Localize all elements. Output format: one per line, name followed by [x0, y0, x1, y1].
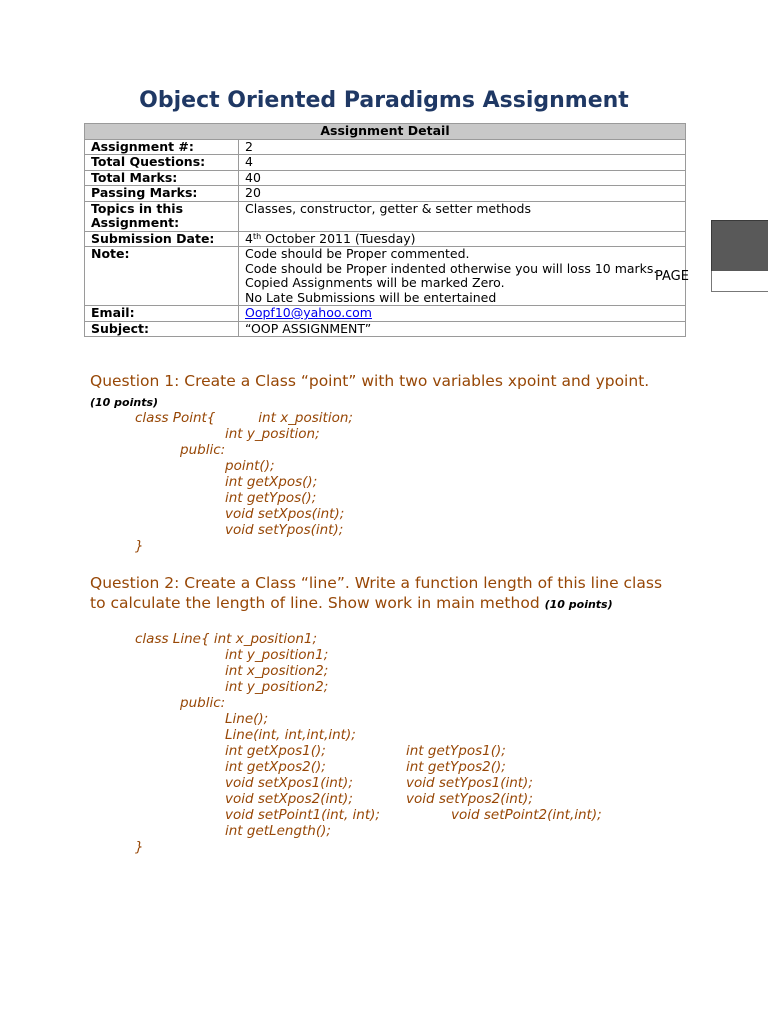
code-line: void setPoint1(int, int); — [225, 807, 380, 823]
code-line: int getYpos(); — [225, 490, 317, 506]
code-line: void setXpos(int); — [225, 506, 345, 522]
assignment-detail-table — [84, 123, 686, 337]
code-line: } — [135, 839, 144, 855]
table-row — [85, 186, 686, 202]
email-link[interactable]: Oopf10@yahoo.com — [245, 305, 372, 320]
page-tab-lower — [711, 271, 768, 292]
code-line: class Point{ int x_position; — [135, 410, 353, 426]
row-label: Topics in this Assignment: — [85, 201, 239, 231]
date-suffix: th — [252, 231, 262, 241]
row-label: Email: — [85, 306, 239, 322]
code-line: public: — [180, 442, 226, 458]
code-line: int y_position; — [225, 426, 320, 442]
page-label: PAGE — [655, 269, 689, 284]
page-title: Object Oriented Paradigms Assignment — [139, 88, 629, 113]
table-row — [85, 170, 686, 186]
code-line: void setYpos2(int); — [406, 791, 533, 807]
code-line: Line(int, int,int,int); — [225, 727, 356, 743]
row-label: Passing Marks: — [85, 186, 239, 202]
code-line: class Line{ int x_position1; — [135, 631, 318, 647]
code-line: int x_position2; — [225, 663, 329, 679]
code-line: void setPoint2(int,int); — [451, 807, 602, 823]
row-value: 20 — [239, 186, 686, 202]
code-line: int getYpos1(); — [406, 743, 506, 759]
code-line: Line(); — [225, 711, 269, 727]
row-value: “OOP ASSIGNMENT” — [239, 321, 686, 337]
row-label: Subject: — [85, 321, 239, 337]
row-value — [239, 231, 686, 247]
code-line: void setXpos2(int); — [225, 791, 353, 807]
table-row — [85, 201, 686, 231]
question-2-points: (10 points) — [544, 598, 613, 611]
row-label: Total Marks: — [85, 170, 239, 186]
code-line: int getXpos(); — [225, 474, 318, 490]
code-line: void setYpos1(int); — [406, 775, 533, 791]
row-value: 2 — [239, 139, 686, 155]
question-1-text: Question 1: Create a Class “point” with two variables xpoint and ypoint. — [90, 372, 650, 390]
code-line: point(); — [225, 458, 275, 474]
row-value: Classes, constructor, getter & setter methods — [239, 201, 686, 231]
table-header-row — [85, 124, 686, 140]
row-label: Note: — [85, 247, 239, 306]
page-tab-marker — [711, 220, 768, 272]
row-value: 4 — [239, 155, 686, 171]
code-line: } — [135, 538, 144, 554]
note-line: No Late Submissions will be entertained — [245, 289, 497, 305]
code-line: int getXpos2(); — [225, 759, 326, 775]
table-header: Assignment Detail — [85, 124, 686, 140]
code-line: public: — [180, 695, 226, 711]
question-1-heading — [90, 371, 670, 413]
row-label: Assignment #: — [85, 139, 239, 155]
table-row — [85, 306, 686, 322]
code-line: void setXpos1(int); — [225, 775, 353, 791]
code-line: int getLength(); — [225, 823, 331, 839]
code-line: int y_position2; — [225, 679, 329, 695]
code-line: int getYpos2(); — [406, 759, 506, 775]
table-row — [85, 231, 686, 247]
row-value: 40 — [239, 170, 686, 186]
note-line: Code should be Proper indented otherwise you will loss 10 marks. — [245, 260, 658, 276]
table-row — [85, 139, 686, 155]
table-row — [85, 155, 686, 171]
code-line: void setYpos(int); — [225, 522, 344, 538]
code-line: int y_position1; — [225, 647, 329, 663]
date-day: 4 — [245, 230, 253, 246]
table-row — [85, 247, 686, 306]
note-line: Copied Assignments will be marked Zero. — [245, 275, 505, 290]
question-2-text: Question 2: Create a Class “line”. Write a function length of this line class to calculate the length of line. Show work in main method — [90, 574, 663, 612]
row-value — [239, 306, 686, 322]
row-label: Total Questions: — [85, 155, 239, 171]
code-line: int getXpos1(); — [225, 743, 326, 759]
row-label: Submission Date: — [85, 231, 239, 247]
note-line: Code should be Proper commented. — [245, 246, 470, 261]
table-row — [85, 321, 686, 337]
question-1-points: (10 points) — [90, 396, 159, 409]
question-2-heading — [90, 573, 670, 615]
date-rest: October 2011 (Tuesday) — [261, 230, 416, 246]
row-value — [239, 247, 686, 306]
